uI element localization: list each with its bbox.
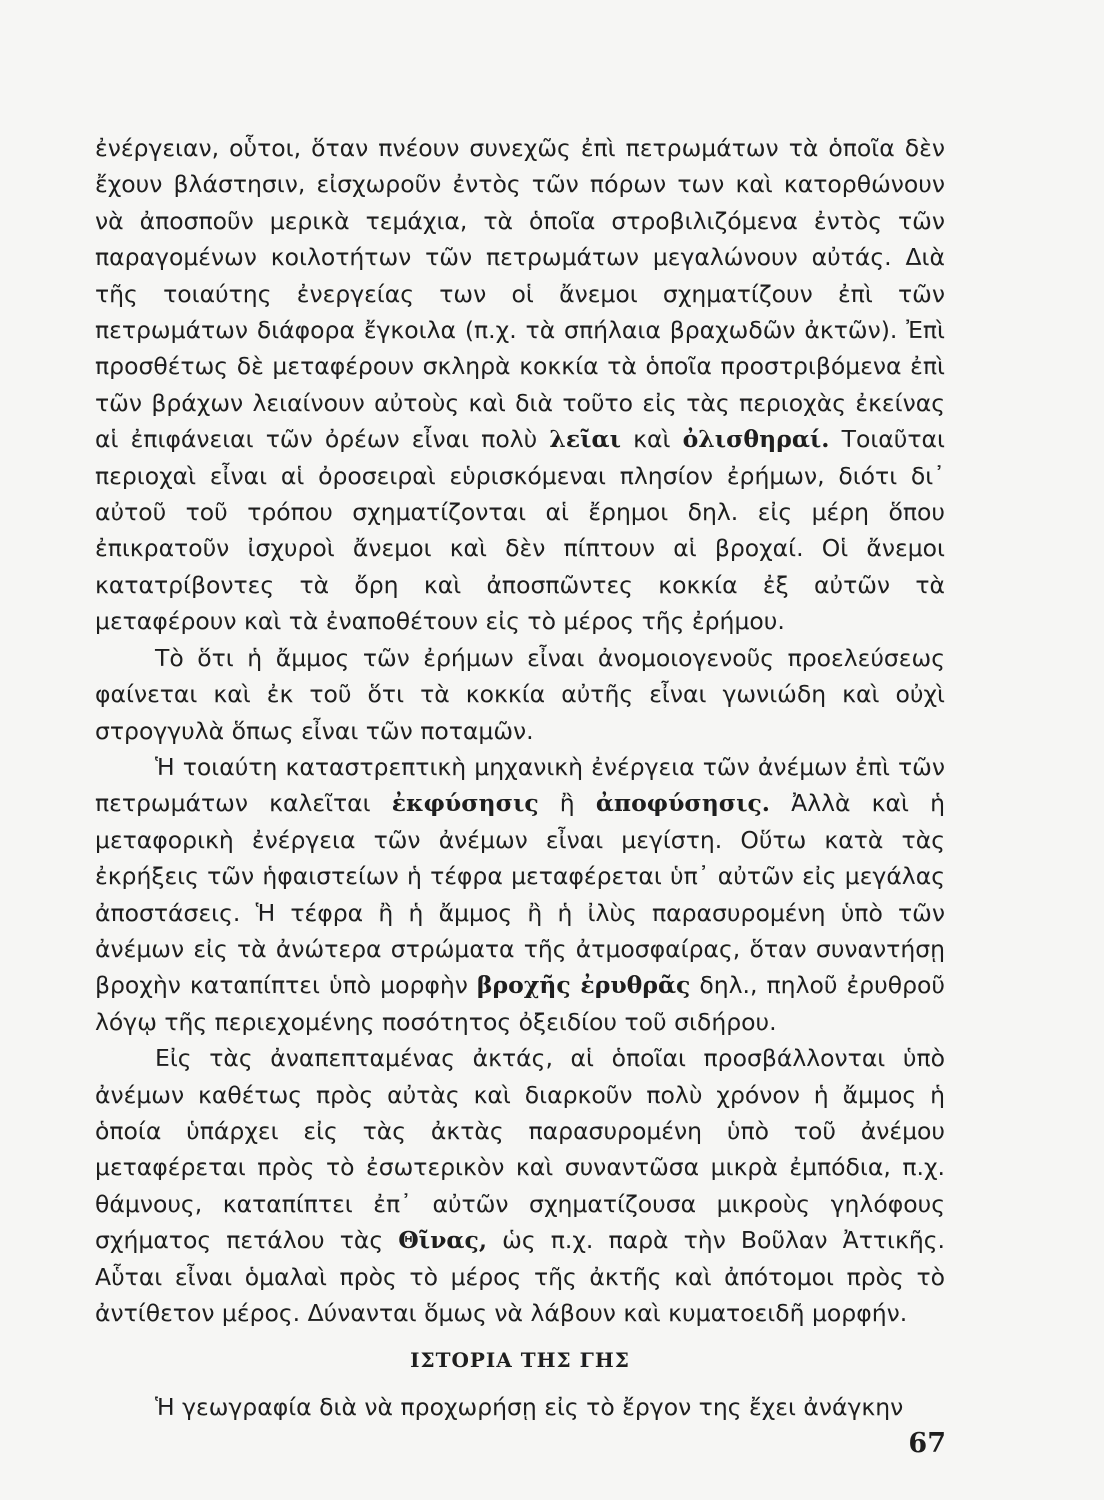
text-segment: ὡς π.χ. παρὰ τὴν Βοῦλαν Ἀττικῆς. Αὗται εἶναι ὁμαλαὶ πρὸς τὸ μέρος τῆς ἀκτῆς καὶ ἀπότομοι πρὸς τὸ ἀντίθετον μέρος. Δύνανται ὅμως νὰ λάβουν καὶ κυματοειδῆ μορφήν. xyxy=(95,1226,945,1327)
body-text xyxy=(95,130,945,1426)
paragraph-wind-erosion xyxy=(95,130,945,640)
bold-term-ekfysisis: ἐκφύσησις xyxy=(391,789,539,818)
text-segment: καὶ xyxy=(633,425,671,454)
bold-term-leiai: λεῖαι xyxy=(549,425,621,454)
text-segment: Ἡ γεωγραφία διὰ νὰ προχωρήσῃ εἰς τὸ ἔργον της ἔχει ἀνάγκην xyxy=(155,1393,904,1422)
paragraph-dunes xyxy=(95,1040,945,1331)
bold-term-olisthirai: ὀλισθηραί. xyxy=(682,425,830,454)
page-number: 67 xyxy=(908,1428,946,1459)
paragraph-desert-sand xyxy=(95,640,945,749)
paragraph-wind-transport xyxy=(95,749,945,1040)
text-segment: δηλ., πηλοῦ ἐρυθροῦ λόγῳ τῆς περιεχομένης ποσότητος ὀξειδίου τοῦ σιδήρου. xyxy=(95,971,945,1036)
text-segment: Ἀλλὰ καὶ ἡ μεταφορικὴ ἐνέργεια τῶν ἀνέμων εἶναι μεγίστη. Οὕτω κατὰ τὰς ἐκρήξεις τῶν ἡφαιστείων ἡ τέφρα μεταφέρεται ὑπ᾽ αὐτῶν εἰς μεγάλας ἀποστάσεις. Ἡ τέφρα ἢ ἡ ἄμμος ἢ ἡ ἰλὺς παρασυρομένη ὑπὸ τῶν ἀνέμων εἰς τὰ ἀνώτερα στρώματα τῆς ἀτμοσφαίρας, ὅταν συναντήσῃ βροχὴν καταπίπτει ὑπὸ μορφὴν xyxy=(95,789,945,1000)
bold-term-vrochis-erythras: βροχῆς ἐρυθρᾶς xyxy=(476,971,691,1000)
bold-term-apofysisis: ἀποφύσησις. xyxy=(595,789,770,818)
text-segment: Εἰς τὰς ἀναπεπταμένας ἀκτάς, αἱ ὁποῖαι προσβάλλονται ὑπὸ ἀνέμων καθέτως πρὸς αὐτὰς καὶ διαρκοῦν πολὺ χρόνον ἡ ἄμμος ἡ ὁποία ὑπάρχει εἰς τὰς ἀκτὰς παρασυρομένη ὑπὸ τοῦ ἀνέμου μεταφέρεται πρὸς τὸ ἐσωτερικὸν καὶ συναντῶσα μικρὰ ἐμπόδια, π.χ. θάμνους, καταπίπτει ἐπ᾽ αὐτῶν σχηματίζουσα μικροὺς γηλόφους σχήματος πετάλου τὰς xyxy=(95,1044,945,1255)
text-segment: ἐνέργειαν, οὗτοι, ὅταν πνέουν συνεχῶς ἐπὶ πετρωμάτων τὰ ὁποῖα δὲν ἔχουν βλάστησιν, εἰσχωροῦν ἐντὸς τῶν πόρων των καὶ κατορθώνουν νὰ ἀποσποῦν μερικὰ τεμάχια, τὰ ὁποῖα στροβιλιζόμενα ἐντὸς τῶν παραγομένων κοιλοτήτων τῶν πετρωμάτων μεγαλώνουν αὐτάς. Διὰ τῆς τοιαύτης ἐνεργείας των οἱ ἄνεμοι σχηματίζουν ἐπὶ τῶν πετρωμάτων διάφορα ἔγκοιλα (π.χ. τὰ σπήλαια βραχωδῶν ἀκτῶν). Ἐπὶ προσθέτως δὲ μεταφέρουν σκληρὰ κοκκία τὰ ὁποῖα προστριβόμενα ἐπὶ τῶν βράχων λειαίνουν αὐτοὺς καὶ διὰ τοῦτο εἰς τὰς περιοχὰς ἐκείνας αἱ ἐπιφάνειαι τῶν ὀρέων εἶναι πολὺ xyxy=(95,134,945,454)
text-segment: Ἡ τοιαύτη καταστρεπτικὴ μηχανικὴ ἐνέργεια τῶν ἀνέμων ἐπὶ τῶν πετρωμάτων καλεῖται xyxy=(95,752,945,818)
text-segment: Τοιαῦται περιοχαὶ εἶναι αἱ ὀροσειραὶ εὑρισκόμεναι πλησίον ἐρήμων, διότι δι᾽ αὐτοῦ τοῦ τρόπου σχηματίζονται αἱ ἔρημοι δηλ. εἰς μέρη ὅπου ἐπικρατοῦν ἰσχυροὶ ἄνεμοι καὶ δὲν πίπτουν αἱ βροχαί. Οἱ ἄνεμοι κατατρίβοντες τὰ ὄρη καὶ ἀποσπῶντες κοκκία ἐξ αὐτῶν τὰ μεταφέρουν καὶ τὰ ἐναποθέτουν εἰς τὸ μέρος τῆς ἐρήμου. xyxy=(95,425,945,636)
bold-term-thinas: Θῖνας, xyxy=(398,1226,488,1255)
paragraph-history-intro xyxy=(95,1389,945,1425)
text-segment: Τὸ ὅτι ἡ ἄμμος τῶν ἐρήμων εἶναι ἀνομοιογενοῦς προελεύσεως φαίνεται καὶ ἐκ τοῦ ὅτι τὰ κοκκία αὐτῆς εἶναι γωνιώδη καὶ οὐχὶ στρογγυλὰ ὅπως εἶναι τῶν ποταμῶν. xyxy=(95,643,945,745)
text-segment: ἢ xyxy=(559,789,575,818)
section-heading: ΙΣΤΟΡΙΑ ΤΗΣ ΓΗΣ xyxy=(410,1348,630,1373)
